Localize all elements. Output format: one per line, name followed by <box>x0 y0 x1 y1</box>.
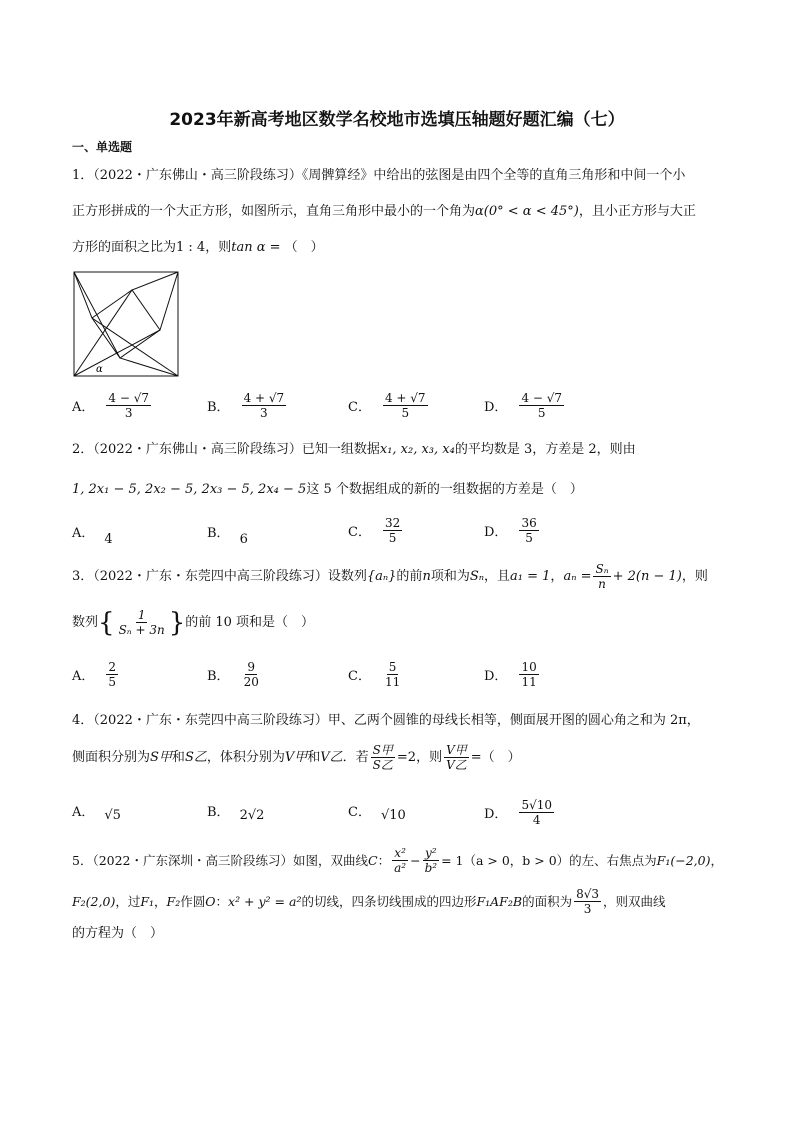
q1-line1: 1．（2022・广东佛山・高三阶段练习）《周髀算经》中给出的弦图是由四个全等的直角三角形和中间一个小 <box>72 168 686 183</box>
q3-sequence: {aₙ} <box>366 568 397 584</box>
q1-angle-range: α(0° < α < 45°) <box>475 204 579 219</box>
page-title: 2023年新高考地区数学名校地市选填压轴题好题汇编（七） <box>169 110 625 130</box>
q1-line2: 正方形拼成的一个大正方形，如图所示，直角三角形中最小的一个角为α(0° < α < 45°)，且小正方形与大正 <box>72 204 696 219</box>
q5-line3: 的方程为（ ） <box>72 926 164 941</box>
q2-option-b[interactable]: B． 6 <box>207 526 248 547</box>
q4-option-d[interactable]: D． $\frac{5√10}{4}$ <box>484 798 552 827</box>
q3-line2: 数列 { $\frac{1}{\text{Sₙ + 3n}}$ } 的前 10 项和是（ ） <box>72 607 315 638</box>
q1-option-c[interactable]: C． $\frac{4 + √7}{5}$ <box>348 391 426 420</box>
outer-square <box>74 272 178 376</box>
q5-line1: 5．（2022・广东深圳・高三阶段练习）如图，双曲线 C ： $\frac{\text{x²}}{\text{a²}}$ − $\frac{\text{y²}}{\text{b²}}$ = 1（a > 0，b > 0）的左、右焦点为 F₁(−2,0) ， <box>72 846 723 875</box>
q1-option-d[interactable]: D． $\frac{4 - √7}{5}$ <box>484 391 563 420</box>
q1-line3: 方形的面积之比为1 : 4，则tan α = （ ） <box>72 240 324 255</box>
q4-line1: 4．（2022・广东・东莞四中高三阶段练习）甲、乙两个圆锥的母线长相等，侧面展开图的圆心角之和为 2π， <box>72 713 700 728</box>
q1-figure <box>73 271 181 379</box>
q4-option-c[interactable]: C． √10 <box>348 805 406 823</box>
q1-tan: tan α <box>231 240 266 255</box>
q4-option-b[interactable]: B． 2√2 <box>207 805 265 823</box>
q1-option-b[interactable]: B． $\frac{4 + √7}{3}$ <box>207 391 285 420</box>
triangle-edge-3 <box>74 272 178 376</box>
triangle-edge-2 <box>74 272 178 376</box>
triangle-edge-1 <box>74 272 178 376</box>
q5-line2: F₂(2,0) ，过 F₁ ， F₂ 作圆 O ： x² + y² = a² 的切线，四条切线围成的四边形 F₁AF₂B 的面积为 $\frac{8√3}{3}$ ，则双曲线 <box>72 887 666 916</box>
q3-option-c[interactable]: C． $\frac{5}{11}$ <box>348 660 401 689</box>
q1-ratio: 1 : 4 <box>176 240 206 255</box>
q2-option-a[interactable]: A． 4 <box>72 526 113 547</box>
q4-line2: 侧面积分别为 S甲 和 S乙 ，体积分别为 V甲 和 V乙 ．若 $\frac{\text{S甲}}{\text{S乙}}$ =2，则 $\frac{\text{V甲}}{\text{V乙}}$ =（ ） <box>72 743 521 772</box>
q2-line2: 1, 2x₁ − 5, 2x₂ − 5, 2x₃ − 5, 2x₄ − 5这 5 个数据组成的新的一组数据的方差是（ ） <box>72 482 583 497</box>
q4-option-a[interactable]: A． √5 <box>72 805 121 823</box>
q3-line1: 3．（2022・广东・东莞四中高三阶段练习）设数列 {aₙ} 的前 n 项和为 Sₙ ，且 a₁ = 1 ， aₙ = $\frac{\text{Sₙ}}{n}$ + 2(n − 1) ，则 <box>72 562 708 591</box>
q3-option-a[interactable]: A． $\frac{2}{5}$ <box>72 660 117 689</box>
q2-line1: 2．（2022・广东佛山・高三阶段练习）已知一组数据x₁, x₂, x₃, x₄的平均数是 3，方差是 2，则由 <box>72 442 636 457</box>
section-heading: 一、单选题 <box>72 140 133 154</box>
alpha-label: α <box>96 364 103 375</box>
q2-data: x₁, x₂, x₃, x₄ <box>379 442 455 457</box>
q1-option-a[interactable]: A． $\frac{4 - √7}{3}$ <box>72 391 149 420</box>
q3-option-d[interactable]: D． $\frac{10}{11}$ <box>484 660 537 689</box>
q2-new-data: 1, 2x₁ − 5, 2x₂ − 5, 2x₃ − 5, 2x₄ − 5 <box>72 482 307 497</box>
q2-option-d[interactable]: D． $\frac{36}{5}$ <box>484 516 537 545</box>
q2-option-c[interactable]: C． $\frac{32}{5}$ <box>348 516 401 545</box>
q3-option-b[interactable]: B． $\frac{9}{20}$ <box>207 660 259 689</box>
triangle-edge-4 <box>74 272 178 376</box>
